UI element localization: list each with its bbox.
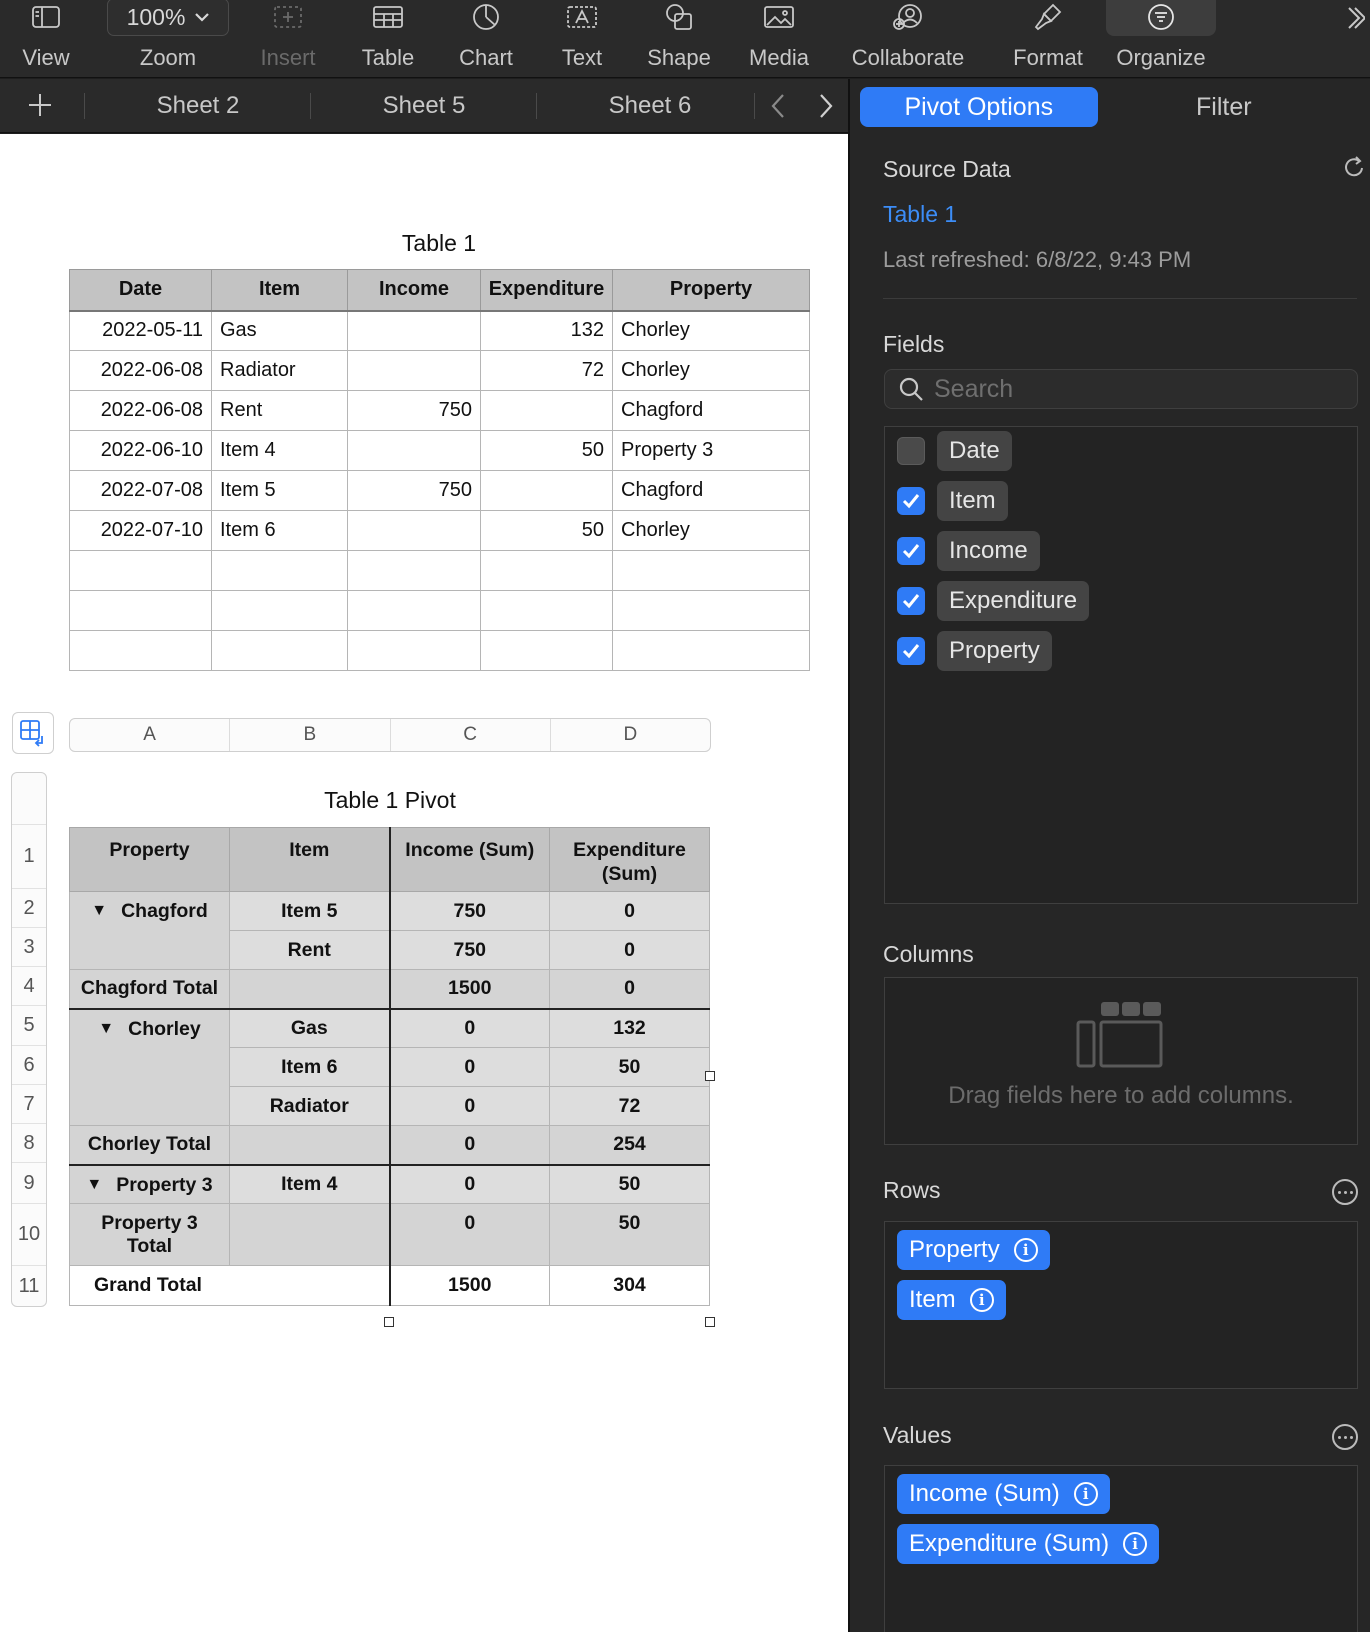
- field-search-input[interactable]: [934, 375, 1334, 404]
- pivot-expenditure-cell[interactable]: 50: [550, 1048, 710, 1087]
- cell-item[interactable]: Item 6: [212, 511, 348, 551]
- pivot-total-expenditure[interactable]: 50: [550, 1204, 710, 1266]
- pivot-group-label: Property 3: [116, 1173, 213, 1196]
- pivot-total-label[interactable]: Chagford Total: [70, 970, 230, 1009]
- row-header-10[interactable]: 10: [12, 1204, 46, 1266]
- cell-income[interactable]: [348, 631, 481, 671]
- tab-pivot-options[interactable]: Pivot Options: [860, 87, 1098, 127]
- cell-item[interactable]: Rent: [212, 391, 348, 431]
- field-pill-expenditure[interactable]: Expenditure: [937, 581, 1089, 621]
- row-field-pill[interactable]: [897, 1230, 1050, 1270]
- pivot-header-property[interactable]: Property: [70, 828, 230, 892]
- value-field-pill-label: Income (Sum): [909, 1480, 1060, 1507]
- view-button[interactable]: View: [8, 0, 84, 78]
- values-heading: Values: [883, 1422, 952, 1448]
- field-row-income: [897, 531, 1040, 571]
- cell-item[interactable]: Gas: [212, 311, 348, 351]
- pivot-income-cell[interactable]: 0: [390, 1087, 550, 1126]
- shape-icon: [663, 0, 695, 34]
- table-row: [70, 351, 810, 391]
- cell-property[interactable]: Chagford: [613, 391, 810, 431]
- pivot-grand-total-label[interactable]: Grand Total: [70, 1266, 390, 1306]
- pivot-item-cell[interactable]: Item 6: [230, 1048, 390, 1087]
- pivot-expenditure-cell[interactable]: 50: [550, 1165, 710, 1204]
- tab-sheet-2[interactable]: Sheet 2: [156, 92, 240, 119]
- field-pill-item[interactable]: Item: [937, 481, 1008, 521]
- value-field-pill[interactable]: [897, 1474, 1110, 1514]
- organize-button[interactable]: Organize: [1106, 0, 1216, 78]
- cell-income[interactable]: [348, 591, 481, 631]
- cell-expenditure[interactable]: [481, 591, 613, 631]
- pivot-row: [70, 1165, 710, 1204]
- chevron-left-icon: [768, 91, 788, 121]
- cell-date[interactable]: [70, 551, 212, 591]
- photo-icon: [763, 0, 795, 34]
- tab-divider: [310, 93, 311, 119]
- zoom-dropdown[interactable]: 100%: [107, 0, 229, 36]
- row-header-2[interactable]: 2: [12, 889, 46, 928]
- refresh-icon[interactable]: [1342, 154, 1366, 185]
- cell-date[interactable]: 2022-06-08: [70, 391, 212, 431]
- cell-item[interactable]: Item 5: [212, 471, 348, 511]
- scroll-tabs-left-button[interactable]: [768, 91, 788, 126]
- toolbar: [0, 0, 1370, 78]
- cell-expenditure[interactable]: 132: [481, 311, 613, 351]
- cell-property[interactable]: Chagford: [613, 471, 810, 511]
- rows-heading: Rows: [883, 1177, 941, 1203]
- cell-property[interactable]: [613, 631, 810, 671]
- field-pill-income[interactable]: Income: [937, 531, 1040, 571]
- row-header-5[interactable]: 5: [12, 1006, 46, 1046]
- field-pill-date[interactable]: Date: [937, 431, 1012, 471]
- pivot-group-label: Chorley: [128, 1017, 201, 1040]
- chart-button[interactable]: Chart: [446, 0, 526, 78]
- pivot-total-item-cell[interactable]: [230, 970, 390, 1009]
- format-button[interactable]: Format: [1000, 0, 1096, 78]
- table1-title[interactable]: Table 1: [401, 230, 477, 256]
- pivot-group-cell[interactable]: [70, 1009, 230, 1126]
- cell-expenditure[interactable]: [481, 471, 613, 511]
- pivot-total-row: [70, 970, 710, 1009]
- field-checkbox-expenditure[interactable]: [897, 587, 925, 615]
- row-header-7[interactable]: 7: [12, 1085, 46, 1124]
- media-button[interactable]: Media: [736, 0, 822, 78]
- cell-date[interactable]: 2022-07-10: [70, 511, 212, 551]
- cell-property[interactable]: [613, 591, 810, 631]
- row-header-8[interactable]: 8: [12, 1124, 46, 1163]
- collaborate-icon: [891, 0, 925, 34]
- cell-property[interactable]: Chorley: [613, 351, 810, 391]
- pivot-item-cell[interactable]: Item 4: [230, 1165, 390, 1204]
- text-box-icon: [566, 0, 598, 34]
- disclosure-triangle-icon[interactable]: ▼: [86, 1175, 103, 1193]
- field-checkbox-income[interactable]: [897, 537, 925, 565]
- sidebar-icon: [31, 0, 61, 34]
- cell-expenditure[interactable]: 50: [481, 511, 613, 551]
- cell-property[interactable]: Chorley: [613, 311, 810, 351]
- cell-income[interactable]: [348, 431, 481, 471]
- table-button[interactable]: Table: [348, 0, 428, 78]
- field-search-box: [884, 369, 1358, 409]
- cell-item[interactable]: Item 4: [212, 431, 348, 471]
- cell-income[interactable]: [348, 511, 481, 551]
- table-row: [70, 311, 810, 351]
- source-data-heading: Source Data: [883, 156, 1011, 182]
- header-property[interactable]: Property: [613, 270, 810, 311]
- column-header-b[interactable]: B: [230, 719, 390, 751]
- cell-expenditure[interactable]: [481, 551, 613, 591]
- pivot-income-cell[interactable]: 0: [390, 1009, 550, 1048]
- tab-divider: [536, 93, 537, 119]
- field-row-expenditure: [897, 581, 1089, 621]
- column-header-a[interactable]: A: [70, 719, 230, 751]
- table-options-icon: [18, 718, 48, 748]
- row-field-pill[interactable]: [897, 1280, 1006, 1320]
- last-refreshed-text: Last refreshed: 6/8/22, 9:43 PM: [883, 247, 1192, 272]
- field-row-date: [897, 431, 1012, 471]
- disclosure-triangle-icon[interactable]: ▼: [91, 902, 108, 919]
- cell-expenditure[interactable]: [481, 391, 613, 431]
- field-checkbox-item[interactable]: [897, 487, 925, 515]
- column-header-bar: [69, 718, 711, 752]
- resize-handle-corner[interactable]: [705, 1317, 715, 1327]
- collaborate-button[interactable]: Collaborate: [840, 0, 976, 78]
- rows-more-options-icon[interactable]: [1332, 1179, 1358, 1205]
- disclosure-triangle-icon[interactable]: ▼: [98, 1019, 115, 1037]
- sheet-canvas: [0, 134, 848, 1632]
- row-header-spacer: [12, 773, 46, 825]
- row-field-pill-label: Item: [909, 1286, 956, 1313]
- pivot-income-cell[interactable]: 0: [390, 1048, 550, 1087]
- value-field-pill[interactable]: [897, 1524, 1159, 1564]
- cell-date[interactable]: 2022-05-11: [70, 311, 212, 351]
- cell-income[interactable]: [348, 551, 481, 591]
- pivot-total-expenditure[interactable]: 0: [550, 970, 710, 1009]
- pivot-group-cell[interactable]: [70, 1165, 230, 1204]
- pivot-grand-total-row: [70, 1266, 710, 1306]
- info-icon[interactable]: i: [1074, 1482, 1098, 1506]
- tab-divider: [84, 93, 85, 119]
- cell-date[interactable]: [70, 591, 212, 631]
- pivot-grand-total-expenditure[interactable]: 304: [550, 1266, 710, 1306]
- shape-button[interactable]: Shape: [636, 0, 722, 78]
- cell-income[interactable]: 750: [348, 391, 481, 431]
- checkmark-icon: [901, 642, 921, 660]
- values-more-options-icon[interactable]: [1332, 1424, 1358, 1450]
- pivot-income-cell[interactable]: 750: [390, 931, 550, 970]
- checkmark-icon: [901, 492, 921, 510]
- cell-income[interactable]: 750: [348, 471, 481, 511]
- pivot-table: [69, 827, 710, 1306]
- chevron-right-icon: [816, 91, 836, 121]
- insert-button[interactable]: Insert: [244, 0, 332, 78]
- row-header-1[interactable]: 1: [12, 825, 46, 889]
- pivot-total-row: [70, 1204, 710, 1266]
- pivot-header-expenditure[interactable]: Expenditure (Sum): [550, 828, 710, 892]
- pivot-total-expenditure[interactable]: 254: [550, 1126, 710, 1165]
- table-row: [70, 391, 810, 431]
- insert-icon: [271, 0, 305, 34]
- table-options-button[interactable]: [12, 712, 54, 754]
- pivot-total-income[interactable]: 1500: [390, 970, 550, 1009]
- pivot-row: [70, 1009, 710, 1048]
- field-row-item: [897, 481, 1008, 521]
- row-header-4[interactable]: 4: [12, 967, 46, 1006]
- pivot-total-label[interactable]: Property 3 Total: [70, 1204, 230, 1266]
- organize-sidebar: [848, 79, 1370, 1632]
- columns-heading: Columns: [883, 941, 974, 967]
- info-icon[interactable]: i: [1014, 1238, 1038, 1262]
- pivot-header-income[interactable]: Income (Sum): [390, 828, 550, 892]
- add-sheet-button[interactable]: [26, 91, 54, 119]
- rows-drop-zone[interactable]: [884, 1221, 1358, 1389]
- value-field-pill-label: Expenditure (Sum): [909, 1530, 1110, 1557]
- header-expenditure[interactable]: Expenditure: [481, 270, 613, 311]
- divider: [883, 298, 1357, 299]
- cell-item[interactable]: [212, 591, 348, 631]
- pivot-total-income[interactable]: 0: [390, 1126, 550, 1165]
- cell-income[interactable]: [348, 311, 481, 351]
- paintbrush-icon: [1033, 0, 1063, 34]
- table-row: [70, 631, 810, 671]
- pivot-group-label: Chagford: [121, 900, 208, 922]
- resize-handle-bottom[interactable]: [384, 1317, 394, 1327]
- header-date[interactable]: Date: [70, 270, 212, 311]
- cell-expenditure[interactable]: 50: [481, 431, 613, 471]
- pivot-item-cell[interactable]: Item 5: [230, 892, 390, 931]
- source-table: [69, 269, 810, 671]
- field-row-property: [897, 631, 1052, 671]
- cell-expenditure[interactable]: 72: [481, 351, 613, 391]
- field-checkbox-date[interactable]: [897, 437, 925, 465]
- pivot-group-cell[interactable]: [70, 892, 230, 970]
- column-header-c[interactable]: C: [391, 719, 551, 751]
- table-row: [70, 591, 810, 631]
- field-pill-property[interactable]: Property: [937, 631, 1052, 671]
- tab-filter[interactable]: Filter: [1196, 92, 1252, 121]
- row-header-11[interactable]: 11: [18, 1274, 40, 1297]
- cell-date[interactable]: 2022-07-08: [70, 471, 212, 511]
- pivot-total-label[interactable]: Chorley Total: [70, 1126, 230, 1165]
- cell-property[interactable]: [613, 551, 810, 591]
- cell-item[interactable]: [212, 631, 348, 671]
- table-icon: [372, 0, 404, 34]
- pivot-item-cell[interactable]: Rent: [230, 931, 390, 970]
- pivot-title[interactable]: Table 1 Pivot: [324, 787, 456, 813]
- info-icon[interactable]: i: [1123, 1532, 1147, 1556]
- row-header-bar: [11, 772, 47, 1307]
- pivot-expenditure-cell[interactable]: 0: [550, 892, 710, 931]
- pivot-expenditure-cell[interactable]: 0: [550, 931, 710, 970]
- pivot-expenditure-cell[interactable]: 132: [550, 1009, 710, 1048]
- table-row: [70, 471, 810, 511]
- tab-sheet-5[interactable]: Sheet 5: [382, 92, 466, 119]
- row-header-9[interactable]: 9: [12, 1163, 46, 1204]
- tab-divider: [754, 93, 755, 119]
- cell-item[interactable]: Radiator: [212, 351, 348, 391]
- pivot-header-item[interactable]: Item: [230, 828, 390, 892]
- text-button[interactable]: Text: [542, 0, 622, 78]
- pivot-total-row: [70, 1126, 710, 1165]
- checkmark-icon: [901, 542, 921, 560]
- columns-drop-zone[interactable]: [884, 977, 1358, 1145]
- row-header-3[interactable]: 3: [12, 928, 46, 967]
- columns-hint: Drag fields here to add columns.: [948, 1082, 1294, 1109]
- table-row: [70, 511, 810, 551]
- cell-property[interactable]: Chorley: [613, 511, 810, 551]
- pivot-total-item-cell[interactable]: [230, 1204, 390, 1266]
- cell-property[interactable]: Property 3: [613, 431, 810, 471]
- cell-income[interactable]: [348, 351, 481, 391]
- pivot-income-cell[interactable]: 750: [390, 892, 550, 931]
- pivot-grand-total-income[interactable]: 1500: [390, 1266, 550, 1306]
- values-drop-zone[interactable]: [884, 1465, 1358, 1632]
- pivot-item-cell[interactable]: Radiator: [230, 1087, 390, 1126]
- cell-item[interactable]: [212, 551, 348, 591]
- fields-heading: Fields: [883, 331, 945, 357]
- row-header-6[interactable]: 6: [12, 1046, 46, 1085]
- cell-date[interactable]: [70, 631, 212, 671]
- checkmark-icon: [901, 592, 921, 610]
- scroll-tabs-right-button[interactable]: [816, 91, 836, 126]
- fields-list: [884, 426, 1358, 904]
- zoom-label-item: Zoom: [139, 45, 197, 70]
- table-row: [70, 551, 810, 591]
- tab-sheet-6[interactable]: Sheet 6: [608, 92, 692, 119]
- pivot-expenditure-cell[interactable]: 72: [550, 1087, 710, 1126]
- cell-date[interactable]: 2022-06-10: [70, 431, 212, 471]
- chart-icon: [471, 0, 501, 34]
- field-checkbox-property[interactable]: [897, 637, 925, 665]
- pivot-item-cell[interactable]: Gas: [230, 1009, 390, 1048]
- table-row: [70, 431, 810, 471]
- header-item[interactable]: Item: [212, 270, 348, 311]
- cell-expenditure[interactable]: [481, 631, 613, 671]
- row-field-pill-label: Property: [909, 1236, 1000, 1263]
- chevron-right-double-icon[interactable]: [1345, 6, 1365, 35]
- plus-icon: [26, 91, 54, 119]
- cell-date[interactable]: 2022-06-08: [70, 351, 212, 391]
- header-income[interactable]: Income: [348, 270, 481, 311]
- info-icon[interactable]: i: [970, 1288, 994, 1312]
- sheet-tab-bar: [0, 79, 848, 133]
- search-icon: [898, 376, 924, 402]
- source-table-link[interactable]: Table 1: [883, 201, 958, 227]
- pivot-row: [70, 892, 710, 931]
- pivot-total-income[interactable]: 0: [390, 1204, 550, 1266]
- pivot-income-cell[interactable]: 0: [390, 1165, 550, 1204]
- column-header-d[interactable]: D: [623, 724, 638, 745]
- organize-icon: [1146, 0, 1176, 34]
- pivot-segmented-control: [860, 87, 1350, 127]
- pivot-total-item-cell[interactable]: [230, 1126, 390, 1165]
- resize-handle-right[interactable]: [705, 1071, 715, 1081]
- columns-placeholder-icon: [1076, 1000, 1166, 1068]
